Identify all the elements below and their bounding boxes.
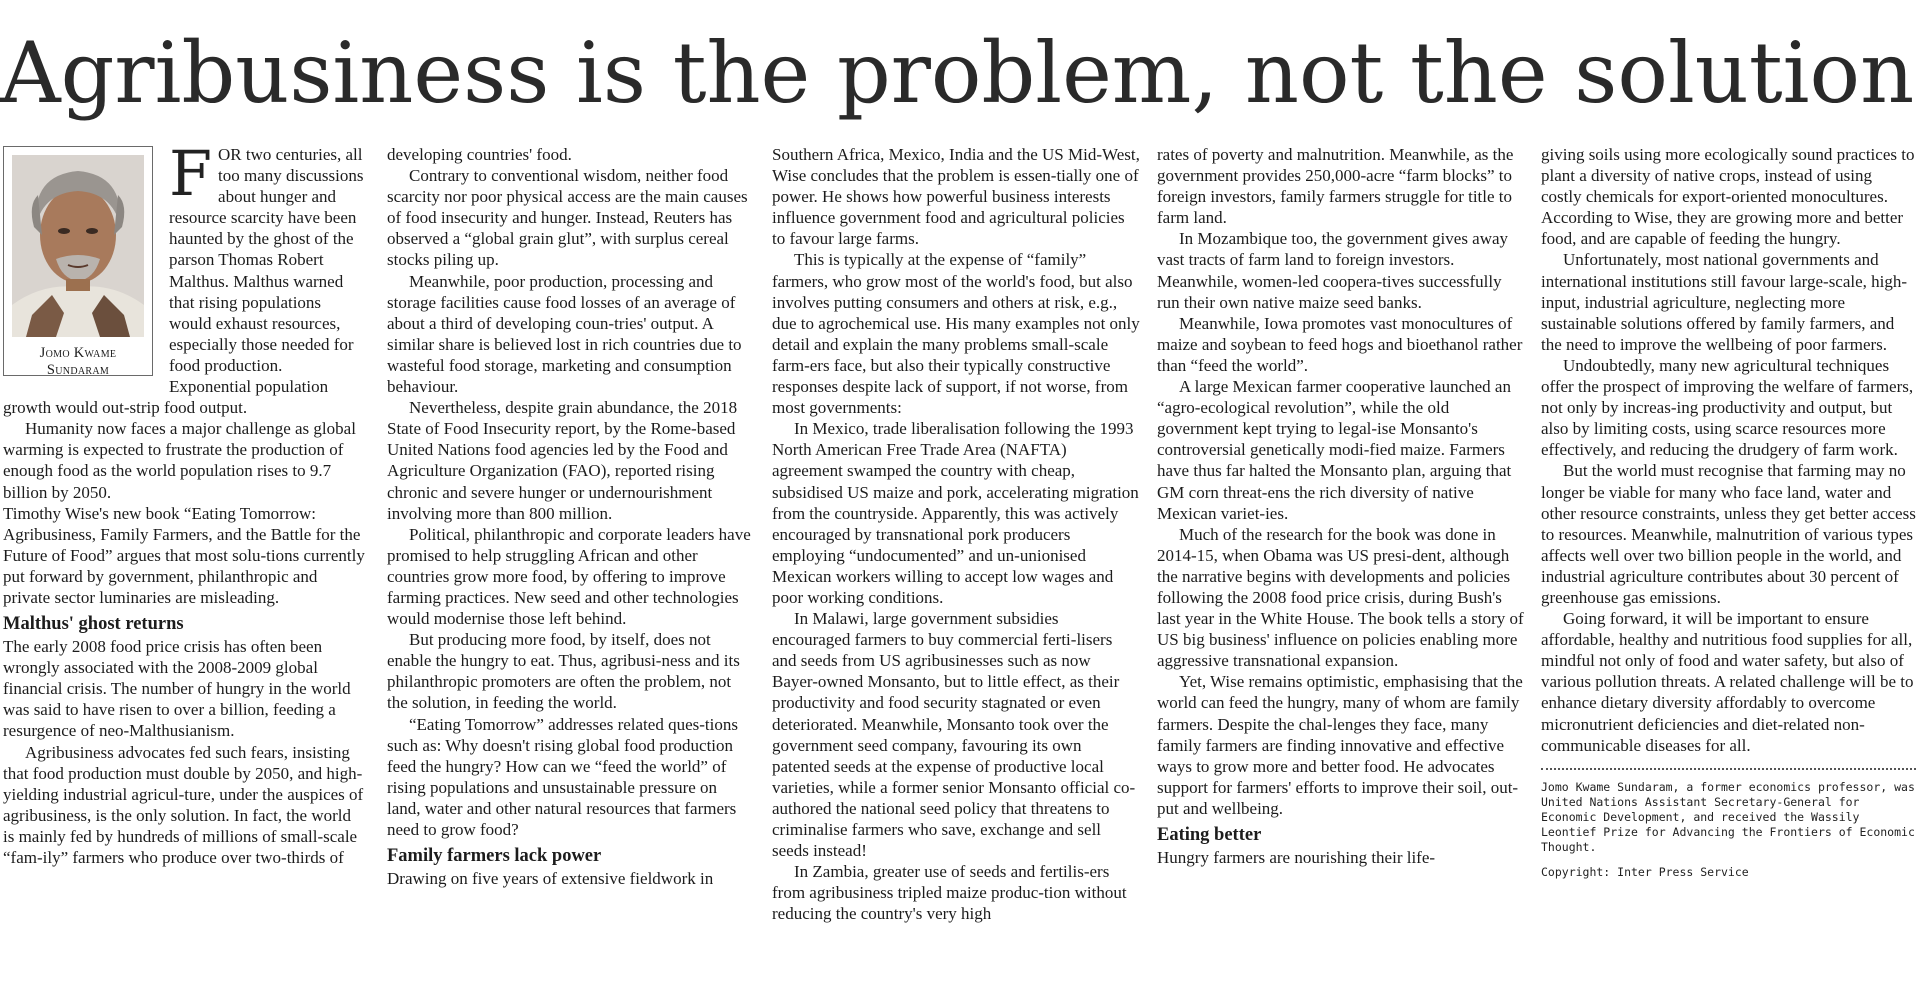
author-photo: [12, 155, 144, 337]
author-photo-box: [3, 146, 153, 379]
paragraph: developing countries' food.: [387, 145, 572, 164]
paragraph: A large Mexican farmer cooperative launched an “agro-ecological revolution”, while the old government kept trying to legal-ise Monsanto's controversial genetically modi-fied maize. Farmers have thus far halted the Monsanto plan, arguing that GM corn threat-ens the rich diversity of native Mexican variet-ies.: [1157, 377, 1512, 523]
paragraph: Undoubtedly, many new agricultural techniques offer the prospect of improving the welfare of farmers, not only by increas-ing productivity and output, but also by limiting costs, using scarce resources more effectively, and reducing the drudgery of farm work.: [1541, 355, 1914, 460]
paragraph: Meanwhile, poor production, processing and storage facilities cause food losses of an average of about a third of developing coun-tries' output. A similar share is believed lost in rich countries due to wasteful food storage, marketing and consumption behaviour.: [387, 271, 742, 397]
paragraph: In Mozambique too, the government gives away vast tracts of farm land to foreign investors. Meanwhile, women-led coopera-tives successfully run their own native maize seed banks.: [1157, 229, 1509, 312]
paragraph: OR two centuries, all too many discussions about hunger and resource scarcity have been haunted by the ghost of the parson Thomas Robert Malthus. Malthus warned that rising populations would exhaust resources, especially those needed for food production. Exponential population growth would out-strip food output.: [3, 145, 364, 418]
copyright-line: Copyright: Inter Press Service: [1541, 864, 1749, 879]
paragraph: But producing more food, by itself, does not enable the hungry to eat. Thus, agribusi-ness and its philanthropic promoters are often the problem, not the solution, in feeding the world.: [387, 630, 740, 713]
article-column-1: [3, 144, 366, 994]
paragraph: Contrary to conventional wisdom, neither food scarcity nor poor physical access are the main causes of food insecurity and hunger. Instead, Reuters has observed a “global grain glut”, with surplus cereal stocks piling up.: [387, 166, 748, 270]
author-name-line2: Sundaram: [46, 362, 110, 379]
author-name-line1: Jomo Kwame: [39, 345, 117, 362]
drop-cap: F: [169, 144, 213, 210]
paragraph: Agribusiness advocates fed such fears, insisting that food production must double by 2050, and high-yielding industrial agricul-ture, under the auspices of agribusiness, is the only solution. In fact, the world is mainly fed by hundreds of millions of small-scale “fam-ily” farmers who produce over two-thirds of: [3, 742, 364, 867]
paragraph: Drawing on five years of extensive fieldwork in: [387, 869, 714, 889]
paragraph: Hungry farmers are nourishing their life-: [1157, 848, 1436, 867]
paragraph: The early 2008 food price crisis has often been wrongly associated with the 2008-2009 global financial crisis. The number of hungry in the world was said to have risen to over a billion, feeding a resurgence of neo-Malthusianism.: [3, 637, 351, 741]
article-column-4: [1157, 144, 1524, 994]
article-column-5: [1541, 144, 1916, 994]
paragraph: Nevertheless, despite grain abundance, the 2018 State of Food Insecurity report, by the Rome-based United Nations food agencies led by the Food and Agriculture Organization (FAO), reported rising chronic and severe hunger or undernourishment involving more than 800 million.: [387, 398, 738, 523]
author-note: Jomo Kwame Sundaram, a former economics professor, was United Nations Assistant Secretary-General for Economic Development, and received the Wassily Leontief Prize for Advancing the Frontiers of Economic Thought.: [1541, 779, 1915, 854]
subheading: Eating better: [1157, 825, 1262, 845]
paragraph: Timothy Wise's new book “Eating Tomorrow: Agribusiness, Family Farmers, and the Battle for the Future of Food” argues that most solu-tions currently put forward by government, philanthropic and private sector luminaries are misleading.: [3, 503, 365, 607]
paragraph: Going forward, it will be important to ensure affordable, healthy and nutritious food supplies for all, mindful not only of food and water safety, but also of various pollution threats. A related challenge will be to enhance dietary diversity affordably to overcome micronutrient deficiencies and diet-related non-communicable diseases for all.: [1541, 609, 1914, 755]
paragraph: This is typically at the expense of “family” farmers, who grow most of the world's food, but also involves putting consumers and others at risk, e.g., due to agrochemical use. His many examples not only detail and explain the many problems small-scale farm-ers face, but also their typically constructive responses despite lack of support, if not worse, from most governments:: [772, 250, 1140, 418]
author-name: [12, 345, 144, 379]
subheading: Malthus' ghost returns: [3, 614, 184, 635]
subheading: Family farmers lack power: [387, 846, 602, 867]
paragraph: In Malawi, large government subsidies encouraged farmers to buy commercial ferti-lisers and seeds from US agribusinesses such as now Bayer-owned Monsanto, but to little effect, as their productivity and food security stagnated or even deteriorated. Meanwhile, Monsanto took over the government seed company, favouring its own patented seeds at the expense of productive local varieties, while a former senior Monsanto official co-authored the national seed policy that threatens to criminalise farmers who save, exchange and sell seeds instead!: [772, 609, 1136, 861]
paragraph: In Mexico, trade liberalisation following the 1993 North American Free Trade Area (NAFTA) agreement swamped the country with cheap, subsidised US maize and pork, accelerating migration from the countryside. Apparently, this was actively encouraged by transnational pork producers employing “undocumented” and un-unionised Mexican workers willing to accept low wages and poor working conditions.: [772, 419, 1139, 607]
paragraph: giving soils using more ecologically sound practices to plant a diversity of native crops, instead of using costly chemicals for export-oriented monocultures. According to Wise, they are growing more and better food, and are capable of feeding the hungry.: [1541, 145, 1915, 249]
paragraph: Yet, Wise remains optimistic, emphasising that the world can feed the hungry, many of whom are family farmers. Despite the chal-lenges they face, many family farmers are finding innovative and effective ways to grow more and better food. He advocates support for farmers' efforts to improve their soil, out-put and wellbeing.: [1157, 672, 1523, 818]
paragraph: Political, philanthropic and corporate leaders have promised to help struggling African and other countries grow more food, by offering to improve farming practices. New seed and other technologies would modernise those left behind.: [387, 524, 751, 629]
paragraph: Meanwhile, Iowa promotes vast monocultures of maize and soybean to feed hogs and bioethanol rather than “feed the world”.: [1157, 313, 1523, 375]
paragraph: In Zambia, greater use of seeds and fertilis-ers from agribusiness tripled maize produc-tion without reducing the country's very high: [772, 862, 1127, 924]
headline: Agribusiness is the problem, not the solution: [0, 24, 1915, 122]
dotted-divider: [1541, 768, 1916, 770]
article-column-3: [772, 144, 1140, 994]
paragraph: Southern Africa, Mexico, India and the US Mid-West, Wise concludes that the problem is essen-tially one of power. He shows how powerful business interests influence government food and agricultural policies to favour large farms.: [772, 145, 1140, 249]
paragraph: “Eating Tomorrow” addresses related ques-tions such as: Why doesn't rising global food production feed the hungry? How can we “feed the world” of rising populations and unsustainable pressure on land, water and other natural resources that farmers need to grow food?: [387, 714, 738, 839]
paragraph: Unfortunately, most national governments and international institutions still favour large-scale, high-input, industrial agriculture, neglecting more sustainable solutions offered by family farmers, and the need to improve the wellbeing of poor farmers.: [1541, 250, 1908, 354]
paragraph: But the world must recognise that farming may no longer be viable for many who face land, water and other resource constraints, unless they get better access to resources. Meanwhile, malnutrition of various types affects well over two billion people in the world, and industrial agriculture contributes about 30 percent of greenhouse gas emissions.: [1541, 461, 1916, 607]
paragraph: rates of poverty and malnutrition. Meanwhile, as the government provides 250,000-acre “farm blocks” to foreign investors, family farmers struggle for title to farm land.: [1157, 145, 1514, 228]
paragraph: Much of the research for the book was done in 2014-15, when Obama was US presi-dent, although the narrative begins with developments and policies following the 2008 food price crisis, during Bush's last year in the White House. The book tells a story of US big business' influence on policies enabling more aggressive transnational expansion.: [1157, 524, 1524, 671]
article-column-2: [387, 144, 752, 994]
paragraph: Humanity now faces a major challenge as global warming is expected to frustrate the production of enough food as the world population rises to 9.7 billion by 2050.: [3, 419, 356, 502]
